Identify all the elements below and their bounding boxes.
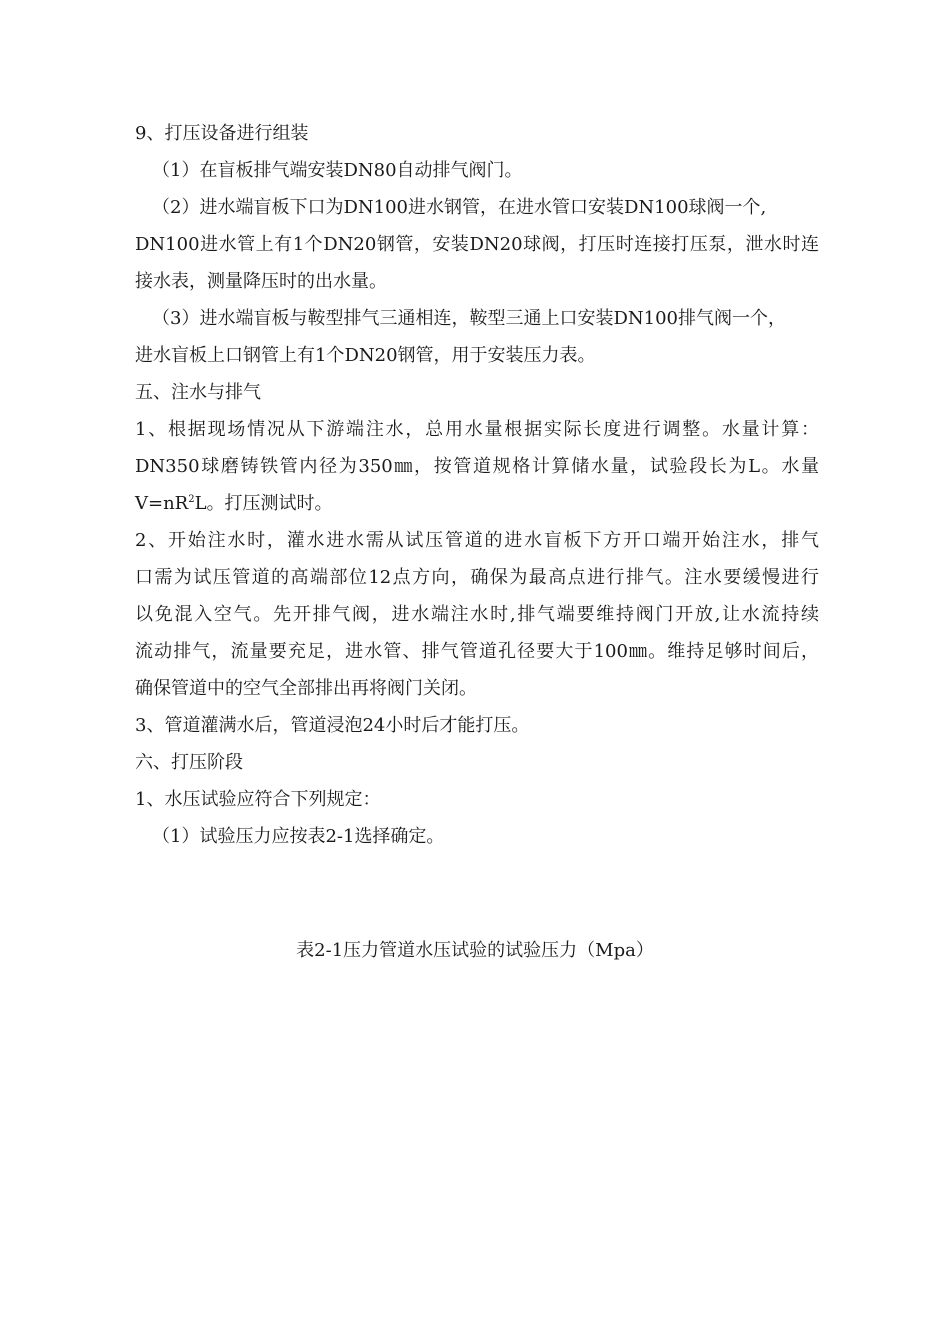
paragraph-injection-line-4: 流动排气，流量要充足，进水管、排气管道孔径要大于100㎜。维持足够时间后， [135, 641, 819, 662]
formula-prefix: V=nR [135, 493, 189, 514]
paragraph-item-2-line-2: DN100进水管上有1个DN20钢管，安装DN20球阀，打压时连接打压泵，泄水时连 [135, 234, 819, 255]
paragraph-injection-line-2: 口需为试压管道的高端部位12点方向，确保为最高点进行排气。注水要缓慢进行 [135, 567, 819, 588]
paragraph-item-1: （1）在盲板排气端安装DN80自动排气阀门。 [152, 160, 523, 181]
paragraph-rule-1: （1）试验压力应按表2-1选择确定。 [152, 826, 445, 847]
paragraph-item-2-line-3: 接水表，测量降压时的出水量。 [135, 271, 387, 292]
paragraph-item-2-line-1: （2）进水端盲板下口为DN100进水钢管，在进水管口安装DN100球阀一个, [152, 197, 767, 218]
paragraph-item-3-line-1: （3）进水端盲板与鞍型排气三通相连，鞍型三通上口安装DN100排气阀一个， [152, 308, 786, 329]
section-heading-pressure-stage: 六、打压阶段 [135, 752, 243, 773]
paragraph-item-3-line-2: 进水盲板上口钢管上有1个DN20钢管，用于安装压力表。 [135, 345, 596, 366]
paragraph-rules: 1、水压试验应符合下列规定： [135, 789, 381, 810]
paragraph-injection-line-3: 以免混入空气。先开排气阀，进水端注水时,排气端要维持阀门开放,让水流持续 [135, 604, 819, 625]
paragraph-water-calc-line-1: 1、根据现场情况从下游端注水，总用水量根据实际长度进行调整。水量计算： [135, 419, 819, 440]
table-caption: 表2-1压力管道水压试验的试验压力（Mpa） [296, 940, 654, 961]
paragraph-injection-line-5: 确保管道中的空气全部排出再将阀门关闭。 [135, 678, 477, 699]
formula-exponent: 2 [188, 494, 195, 505]
formula-suffix: L。打压测试时。 [194, 493, 333, 514]
paragraph-water-calc-line-2: DN350球磨铸铁管内径为350㎜，按管道规格计算储水量，试验段长为L。水量 [135, 456, 819, 477]
paragraph-water-calc-formula [135, 492, 333, 516]
paragraph-soaking: 3、管道灌满水后，管道浸泡24小时后才能打压。 [135, 715, 530, 736]
section-heading-water-injection: 五、注水与排气 [135, 382, 261, 403]
section-heading-assembly: 9、打压设备进行组装 [135, 123, 309, 144]
paragraph-injection-line-1: 2、开始注水时，灌水进水需从试压管道的进水盲板下方开口端开始注水，排气 [135, 530, 819, 551]
